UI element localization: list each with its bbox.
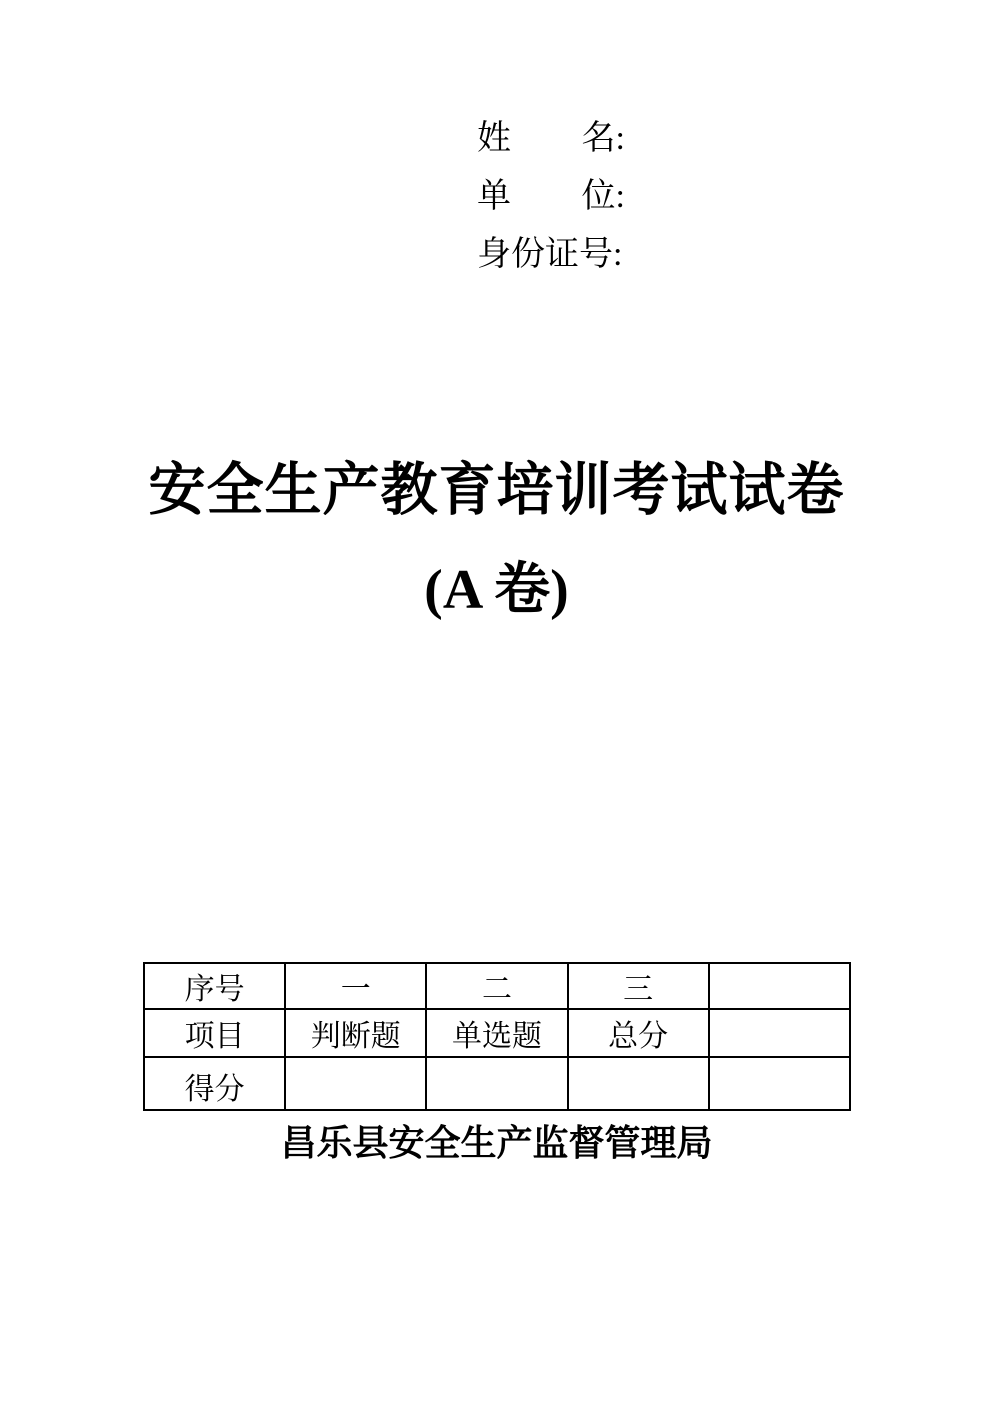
score-cell-judgment <box>285 1057 426 1110</box>
score-cell-extra <box>709 1057 850 1110</box>
name-field-row <box>477 110 625 168</box>
issuing-organization: 昌乐县安全生产监督管理局 <box>280 1123 713 1163</box>
score-table-row-sequence <box>144 963 850 1009</box>
unit-label-right: 位: <box>581 178 625 215</box>
item-cell-extra <box>709 1009 850 1057</box>
sequence-cell-extra <box>709 963 850 1009</box>
id-number-field-row <box>477 226 625 284</box>
row-label-score: 得分 <box>144 1057 285 1110</box>
unit-field-row <box>477 168 625 226</box>
row-label-item: 项目 <box>144 1009 285 1057</box>
unit-label-left: 单 <box>477 178 511 215</box>
score-table-row-score <box>144 1057 850 1110</box>
item-cell-total: 总分 <box>568 1009 709 1057</box>
score-cell-total <box>568 1057 709 1110</box>
item-cell-judgment: 判断题 <box>285 1009 426 1057</box>
score-table-row-item <box>144 1009 850 1057</box>
header-fields <box>477 110 625 284</box>
sequence-cell-one: 一 <box>285 963 426 1009</box>
row-label-sequence: 序号 <box>144 963 285 1009</box>
id-number-label: 身份证号: <box>477 236 623 273</box>
score-table <box>143 962 851 1111</box>
name-label-right: 名: <box>581 120 625 157</box>
score-cell-single-choice <box>426 1057 567 1110</box>
exam-variant-subtitle: (A 卷) <box>424 559 569 621</box>
sequence-cell-two: 二 <box>426 963 567 1009</box>
exam-title: 安全生产教育培训考试试卷 <box>148 459 845 522</box>
item-cell-single-choice: 单选题 <box>426 1009 567 1057</box>
name-label-left: 姓 <box>477 120 511 157</box>
sequence-cell-three: 三 <box>568 963 709 1009</box>
